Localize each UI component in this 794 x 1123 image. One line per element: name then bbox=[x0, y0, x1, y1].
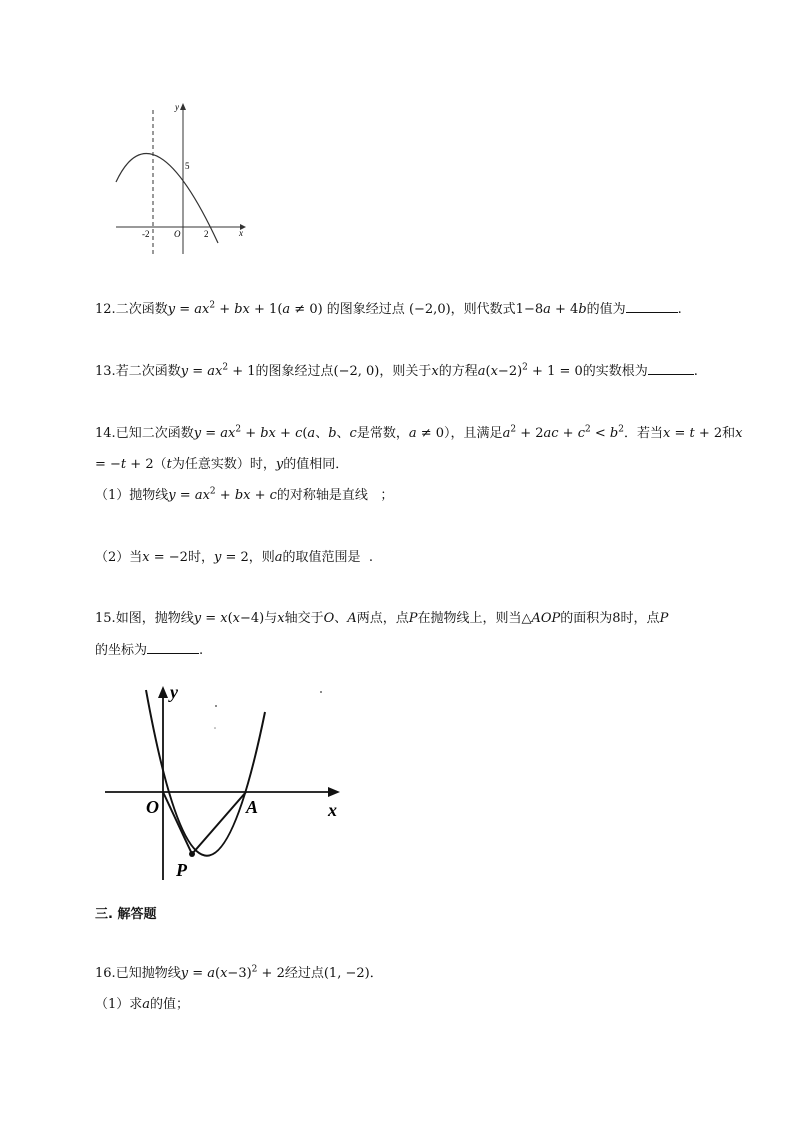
question-text: 经过点 bbox=[284, 966, 324, 981]
question-text: 若二次函数 bbox=[115, 364, 181, 379]
section-heading: 三. 解答题 bbox=[95, 907, 157, 922]
question-text: 是常数， bbox=[356, 426, 409, 441]
answer-blank[interactable] bbox=[626, 300, 678, 313]
question-text: 的图象经过点 bbox=[255, 364, 334, 379]
x-axis-label: x bbox=[239, 228, 243, 238]
figure-2-parabola-triangle bbox=[100, 680, 350, 885]
question-text: 如图，抛物线 bbox=[115, 611, 194, 626]
question-text: 的值； bbox=[150, 997, 190, 1012]
question-16: 16.已知抛物线$y = a(x-3)^2 + 2$经过点(1, −2)． bbox=[95, 964, 383, 981]
point-A-label: A bbox=[246, 797, 259, 817]
y-axis-label: y bbox=[175, 102, 179, 112]
answer-blank[interactable] bbox=[147, 641, 199, 654]
question-number: 14. bbox=[95, 426, 116, 441]
question-13: 13.若二次函数$y = ax^2 + 1$的图象经过点(−2, 0)，则关于x的方程$a(x-2)^2 + 1 = 0$的实数根为 . bbox=[95, 362, 698, 379]
question-15-line-1: 15.如图，抛物线y = x(x−4)与x轴交于O、A两点，点P在抛物线上，则当△AOP的面积为8时，点P bbox=[95, 611, 669, 626]
sub-question-label: （2）当 bbox=[95, 550, 143, 565]
question-text: 的图象经过点 bbox=[326, 302, 405, 317]
question-text: 的对称轴是直线 bbox=[276, 488, 368, 503]
segment-PA bbox=[192, 792, 246, 854]
question-text: 二次函数 bbox=[115, 302, 168, 317]
parabola-curve bbox=[116, 154, 218, 243]
question-text: 在抛物线上，则当 bbox=[417, 611, 522, 626]
tick-label-2: 2 bbox=[204, 229, 209, 239]
answer-blank[interactable] bbox=[648, 362, 694, 375]
question-text: ．若当 bbox=[623, 426, 663, 441]
question-15-line-2: 的坐标为 . bbox=[95, 643, 204, 658]
question-14-line-1: 14.已知二次函数$y = ax^2$ + bx + c(a、b、c是常数，a ≠ 0），且满足$a^2 + 2ac + c^2 < b^2$．若当x = t + 2和x bbox=[95, 424, 743, 441]
y-axis-arrow bbox=[158, 686, 168, 698]
question-text: 的面积为8时，点 bbox=[560, 611, 660, 626]
stray-dot bbox=[215, 705, 217, 707]
question-text: 的值相同． bbox=[283, 457, 349, 472]
question-text: ），且满足 bbox=[444, 426, 503, 441]
tick-label-neg2: -2 bbox=[142, 229, 150, 239]
question-number: 16. bbox=[95, 966, 116, 981]
question-text: 已知抛物线 bbox=[115, 966, 181, 981]
question-text: 两点，点 bbox=[356, 611, 409, 626]
question-text: 和 bbox=[722, 426, 736, 441]
y-axis-label: y bbox=[170, 682, 178, 702]
question-number: 15. bbox=[95, 611, 116, 626]
point-P-marker bbox=[189, 851, 195, 857]
x-axis-arrow bbox=[328, 787, 340, 797]
question-text: ，则 bbox=[248, 550, 275, 565]
question-text: 时， bbox=[187, 550, 214, 565]
question-text: 的取值范围是 bbox=[282, 550, 361, 565]
origin-label: O bbox=[146, 797, 159, 817]
y-axis-arrow bbox=[180, 103, 186, 110]
question-text: 为任意实数）时， bbox=[171, 457, 276, 472]
question-14-sub-1: （1）抛物线$y = ax^2$ + bx + c的对称轴是直线 ； bbox=[95, 486, 394, 503]
question-number: 12. bbox=[95, 302, 116, 317]
question-14-sub-2: （2）当x = −2时，y = 2，则a的取值范围是 . bbox=[95, 550, 373, 565]
question-14-line-2: = −t + 2（t为任意实数）时，y的值相同． bbox=[95, 457, 349, 472]
tick-label-5: 5 bbox=[185, 161, 190, 171]
question-text: 轴交于 bbox=[284, 611, 324, 626]
x-axis-label: x bbox=[328, 800, 337, 820]
question-12: 12.二次函数$y = ax^2$ + bx + 1(a ≠ 0) 的图象经过点 (−2,0)，则代数式1−8a + 4b的值为 . bbox=[95, 300, 682, 317]
segment-OP bbox=[163, 792, 192, 854]
question-text: 与 bbox=[264, 611, 278, 626]
sub-question-label: （1）求 bbox=[95, 997, 143, 1012]
question-text: ，则关于 bbox=[379, 364, 432, 379]
stray-dot bbox=[320, 691, 322, 693]
question-text: ，则代数式 bbox=[450, 302, 516, 317]
question-text: 的方程 bbox=[438, 364, 478, 379]
question-16-sub-1: （1）求a的值； bbox=[95, 997, 190, 1012]
figure-1-parabola bbox=[108, 98, 258, 260]
origin-label: O bbox=[174, 229, 181, 239]
question-text: 已知二次函数 bbox=[115, 426, 194, 441]
point-P-label: P bbox=[176, 860, 187, 880]
question-text: 的实数根为 bbox=[582, 364, 648, 379]
stray-dot bbox=[214, 727, 216, 729]
question-text: 的坐标为 bbox=[95, 643, 148, 658]
question-text: 的值为 bbox=[586, 302, 626, 317]
question-number: 13. bbox=[95, 364, 116, 379]
sub-question-label: （1）抛物线 bbox=[95, 488, 169, 503]
